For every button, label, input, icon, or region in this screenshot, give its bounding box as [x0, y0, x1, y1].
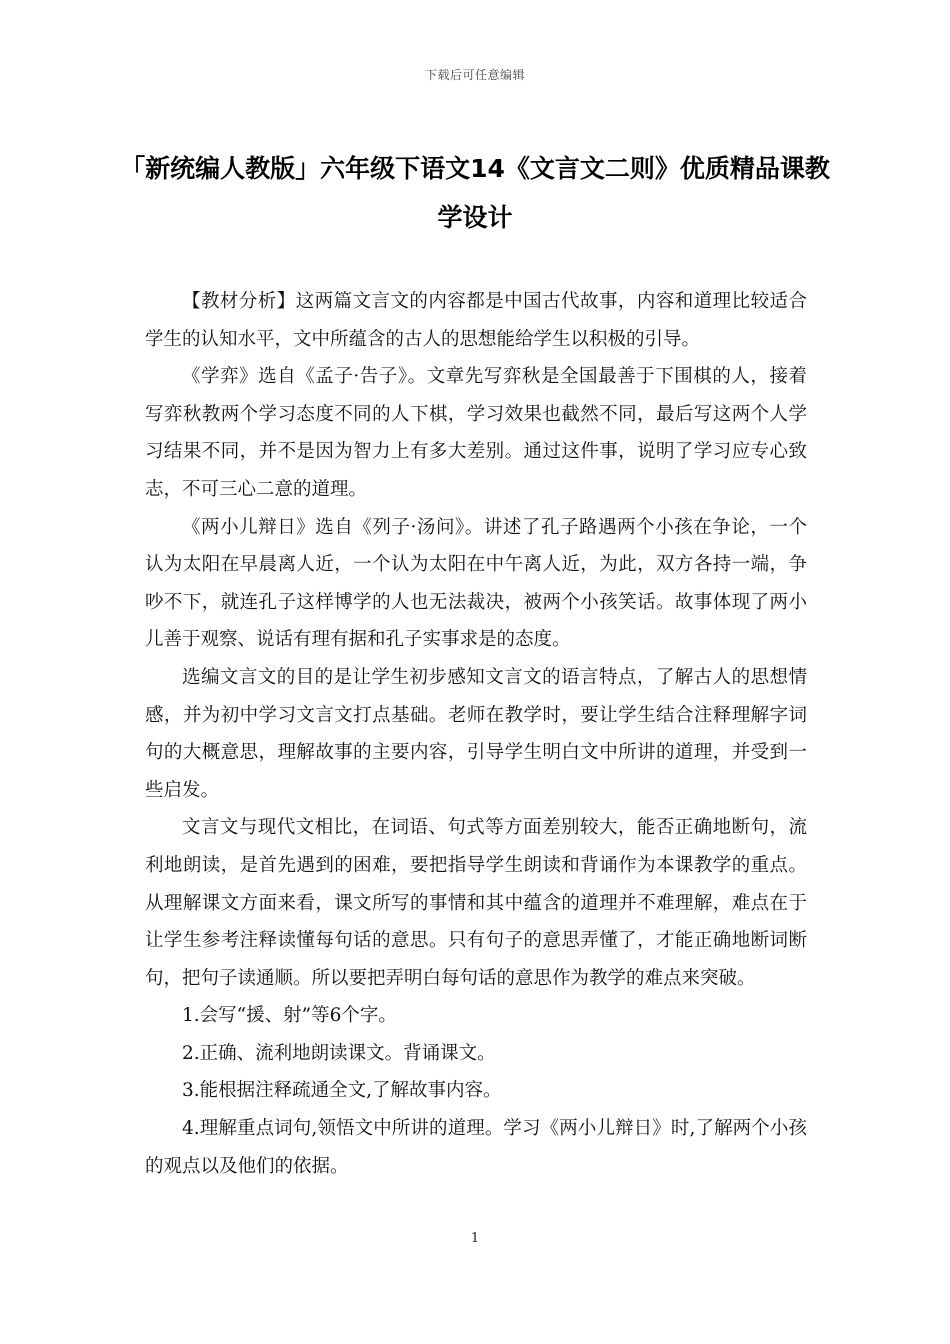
goal-item-3: 3.能根据注释疏通全文,了解故事内容。: [182, 1080, 502, 1102]
paragraph-xueyi: 《学弈》选自《孟子·告子》。文章先写弈秋是全国最善于下围棋的人，接着写弈秋教两个学习态度不同的人下棋，学习效果也截然不同，最后写这两个人学习结果不同，并不是因为智力上有多大差别。通过这件事，说明了学习应专心致志，不可三心二意的道理。: [145, 366, 807, 500]
document-title: 「新统编人教版」六年级下语文14《文言文二则》优质精品课教学设计: [120, 154, 830, 232]
document-body: [145, 283, 807, 1185]
goal-item-2: 2.正确、流利地朗读课文。背诵课文。: [182, 1042, 496, 1064]
page-number: 1: [470, 1231, 480, 1246]
paragraph-liangxiaoer: 《两小儿辩日》选自《列子·汤问》。讲述了孔子路遇两个小孩在争论，一个认为太阳在早晨离人近，一个认为太阳在中午离人近，为此，双方各持一端，争吵不下，就连孔子这样博学的人也无法裁决，被两个小孩笑话。故事体现了两小儿善于观察、说话有理有据和孔子实事求是的态度。: [145, 516, 807, 651]
paragraph-purpose: 选编文言文的目的是让学生初步感知文言文的语言特点，了解古人的思想情感，并为初中学习文言文打点基础。老师在教学时，要让学生结合注释理解字词句的大概意思，理解故事的主要内容，引导学生明白文中所讲的道理，并受到一些启发。: [145, 666, 807, 801]
paragraph-key-difficulty: 文言文与现代文相比，在词语、句式等方面差别较大，能否正确地断句，流利地朗读，是首先遇到的困难，要把指导学生朗读和背诵作为本课教学的重点。从理解课文方面来看，课文所写的事情和其中蕴含的道理并不难理解，难点在于让学生参考注释读懂每句话的意思。只有句子的意思弄懂了，才能正确地断词断句，把句子读通顺。所以要把弄明白每句话的意思作为教学的难点来突破。: [145, 817, 807, 989]
goal-item-1: 1.会写“援、射”等6个字。: [182, 1005, 397, 1027]
paragraph-textbook-analysis: 【教材分析】这两篇文言文的内容都是中国古代故事，内容和道理比较适合学生的认知水平，文中所蕴含的古人的思想能给学生以积极的引导。: [145, 291, 807, 350]
goal-item-4: 4.理解重点词句,领悟文中所讲的道理。学习《两小儿辩日》时,了解两个小孩的观点以及他们的依据。: [145, 1118, 807, 1177]
header-note: 下载后可任意编辑: [424, 68, 525, 82]
